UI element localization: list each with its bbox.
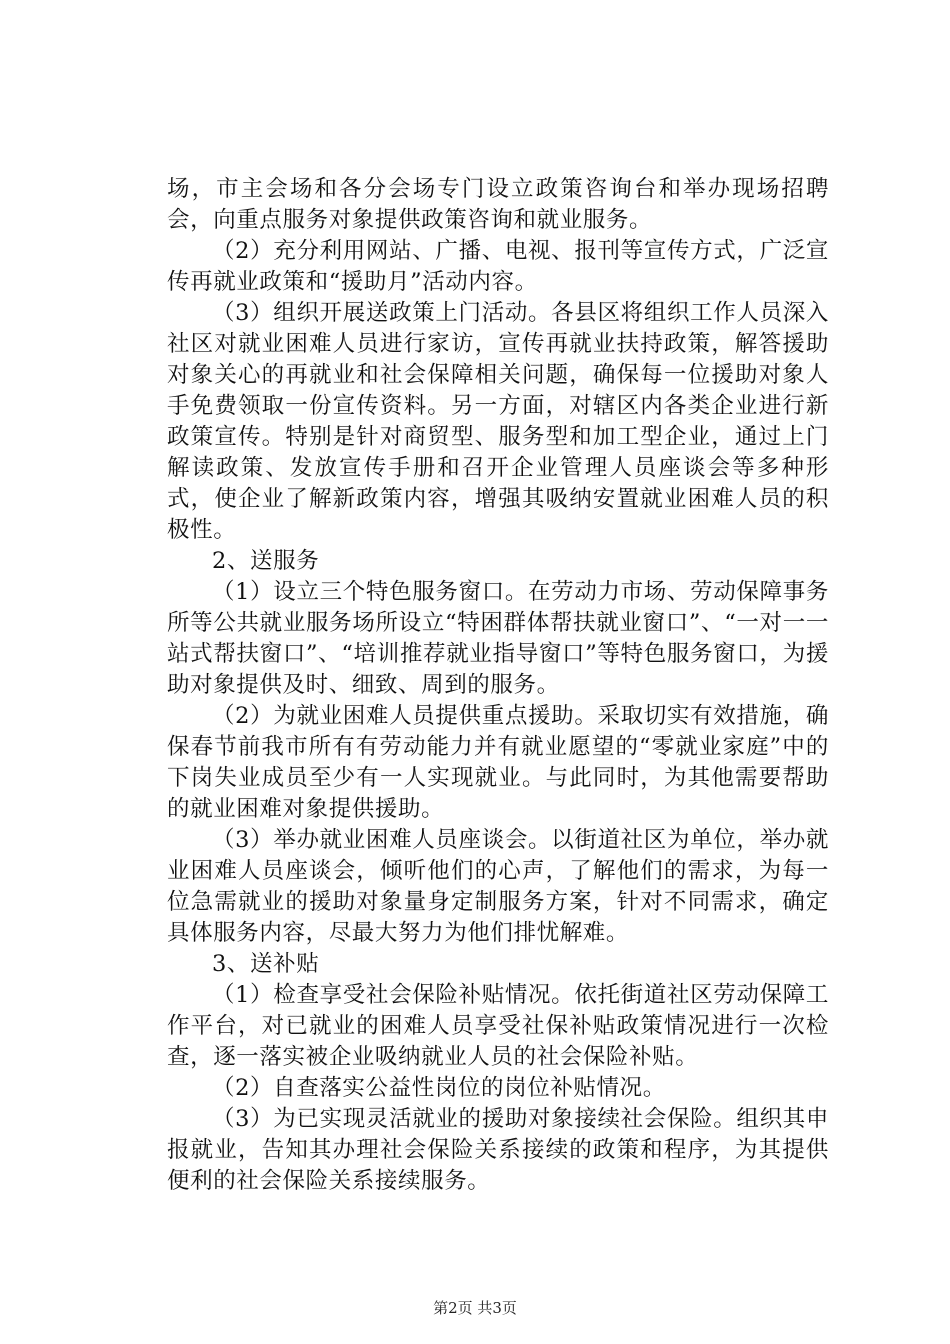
paragraph: （3）举办就业困难人员座谈会。以街道社区为单位，举办就业困难人员座谈会，倾听他们的心声，了解他们的需求，为每一位急需就业的援助对象量身定制服务方案，针对不同需求，确定具体服务内容，尽最大努力为他们排忧解难。 [167, 827, 829, 946]
document-body [167, 174, 829, 1197]
paragraph: 场，市主会场和各分会场专门设立政策咨询台和举办现场招聘会，向重点服务对象提供政策咨询和就业服务。 [167, 176, 829, 233]
section-heading: 3、送补贴 [212, 951, 320, 977]
paragraph: （2）为就业困难人员提供重点援助。采取切实有效措施，确保春节前我市所有有劳动能力并有就业愿望的“零就业家庭”中的下岗失业成员至少有一人实现就业。与此同时，为其他需要帮助的就业困难对象提供援助。 [167, 703, 829, 822]
section-heading: 2、送服务 [212, 548, 320, 574]
page-number-footer: 第2页 共3页 [433, 1299, 517, 1317]
paragraph: （1）检查享受社会保险补贴情况。依托街道社区劳动保障工作平台，对已就业的困难人员享受社保补贴政策情况进行一次检查，逐一落实被企业吸纳就业人员的社会保险补贴。 [167, 982, 829, 1070]
paragraph: （2）自查落实公益性岗位的岗位补贴情况。 [212, 1075, 666, 1101]
paragraph: （3）为已实现灵活就业的援助对象接续社会保险。组织其申报就业，告知其办理社会保险关系接续的政策和程序，为其提供便利的社会保险关系接续服务。 [167, 1106, 829, 1194]
paragraph: （3）组织开展送政策上门活动。各县区将组织工作人员深入社区对就业困难人员进行家访，宣传再就业扶持政策，解答援助对象关心的再就业和社会保障相关问题，确保每一位援助对象人手免费领取一份宣传资料。另一方面，对辖区内各类企业进行新政策宣传。特别是针对商贸型、服务型和加工型企业，通过上门解读政策、发放宣传手册和召开企业管理人员座谈会等多种形式，使企业了解新政策内容，增强其吸纳安置就业困难人员的积极性。 [167, 300, 829, 543]
paragraph: （1）设立三个特色服务窗口。在劳动力市场、劳动保障事务所等公共就业服务场所设立“特困群体帮扶就业窗口”、“一对一一站式帮扶窗口”、“培训推荐就业指导窗口”等特色服务窗口，为援助对象提供及时、细致、周到的服务。 [167, 579, 829, 698]
paragraph: （2）充分利用网站、广播、电视、报刊等宣传方式，广泛宣传再就业政策和“援助月”活动内容。 [167, 238, 829, 295]
